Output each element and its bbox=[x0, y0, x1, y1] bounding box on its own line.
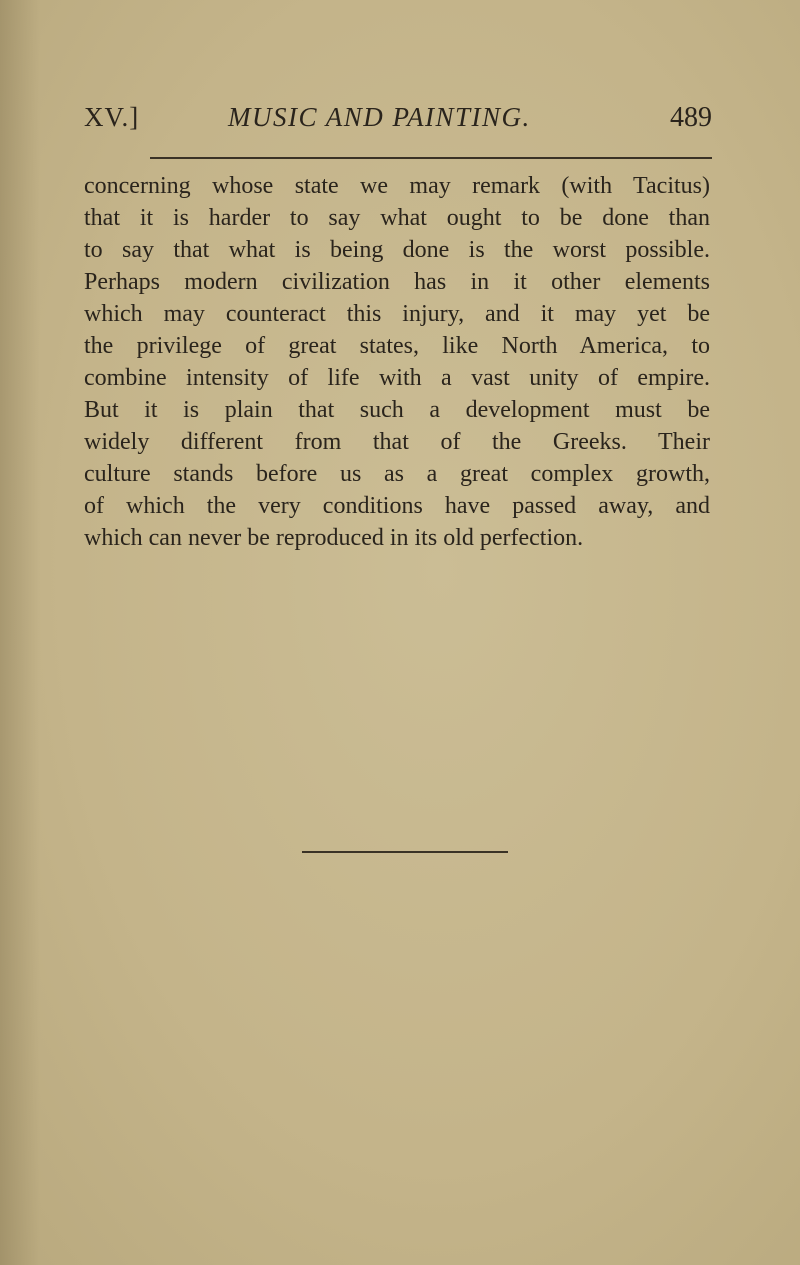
text-line: widely different from that of the Greeks. Their bbox=[84, 429, 710, 455]
text-line: which can never be reproduced in its old perfection. bbox=[84, 525, 584, 551]
text-line: But it is plain that such a development must be bbox=[84, 397, 710, 423]
chapter-number: XV.] bbox=[84, 102, 140, 132]
text-line: Perhaps modern civilization has in it other elements bbox=[84, 269, 710, 295]
body-text bbox=[84, 170, 710, 554]
text-line: to say that what is being done is the worst possible. bbox=[84, 237, 710, 263]
running-head bbox=[84, 102, 712, 142]
text-line: of which the very conditions have passed away, and bbox=[84, 493, 710, 519]
running-title: MUSIC AND PAINTING. bbox=[228, 102, 531, 132]
text-line: which may counteract this injury, and it may yet be bbox=[84, 301, 710, 327]
header-rule bbox=[150, 157, 712, 159]
text-line: the privilege of great states, like North America, to bbox=[84, 333, 710, 359]
text-line: that it is harder to say what ought to be done than bbox=[84, 205, 710, 231]
text-line: culture stands before us as a great complex growth, bbox=[84, 461, 710, 487]
page-number: 489 bbox=[670, 102, 712, 133]
binding-shadow bbox=[0, 0, 40, 1265]
text-line: combine intensity of life with a vast unity of empire. bbox=[84, 365, 710, 391]
chapter-end-rule bbox=[302, 851, 508, 853]
text-line: concerning whose state we may remark (with Tacitus) bbox=[84, 173, 710, 199]
